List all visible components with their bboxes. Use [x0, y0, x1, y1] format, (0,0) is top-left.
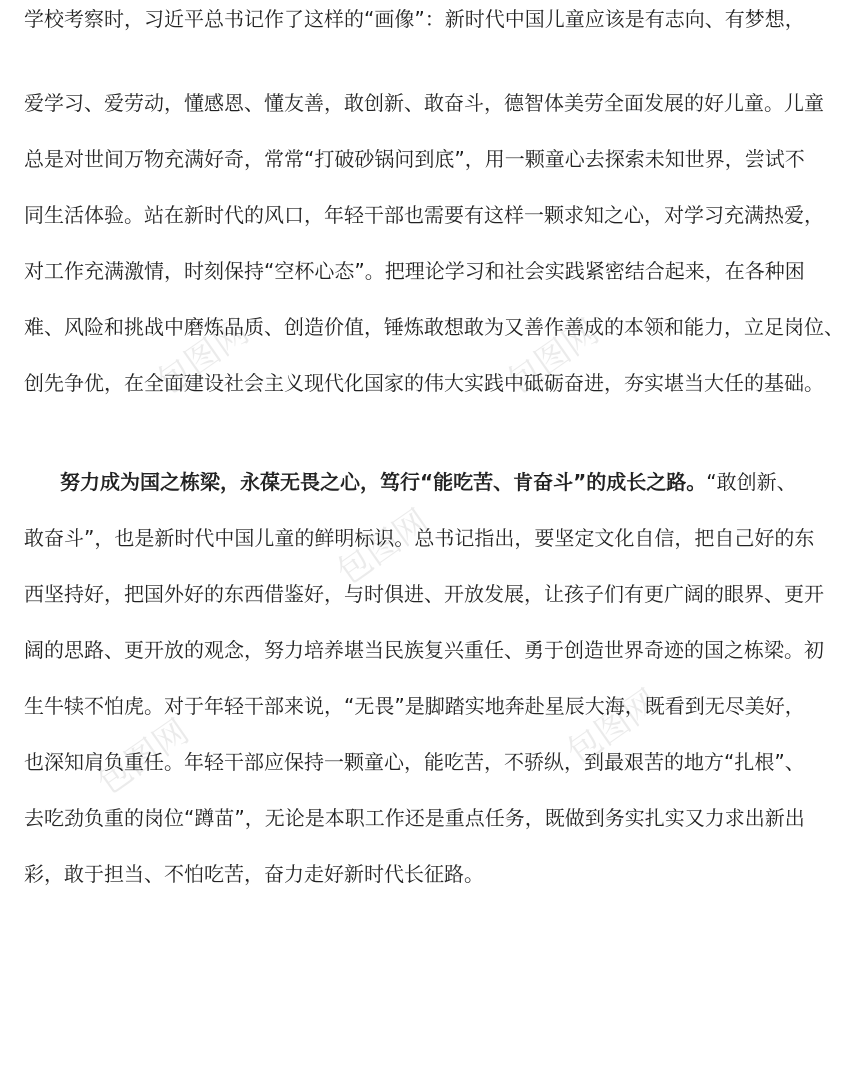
paragraph-first-line — [60, 468, 797, 496]
paragraph-line: 难、风险和挑战中磨炼品质、创造价值，锤炼敢想敢为又善作善成的本领和能力，立足岗位、 — [24, 315, 844, 339]
watermark: 包图网 — [149, 311, 257, 404]
paragraph-line: 同生活体验。站在新时代的风口，年轻干部也需要有这样一颗求知之心，对学习充满热爱， — [24, 203, 824, 227]
paragraph-line: 生牛犊不怕虎。对于年轻干部来说，“无畏”是脚踏实地奔赴星辰大海，既看到无尽美好， — [24, 694, 805, 718]
paragraph-line-tail: “敢创新、 — [706, 470, 797, 494]
watermark: 包图网 — [89, 711, 197, 804]
paragraph-line: 爱学习、爱劳动，懂感恩、懂友善，敢创新、敢奋斗，德智体美劳全面发展的好儿童。儿童 — [24, 91, 824, 115]
paragraph-line: 敢奋斗”，也是新时代中国儿童的鲜明标识。总书记指出，要坚定文化自信，把自己好的东 — [24, 526, 815, 550]
paragraph-line: 彩，敢于担当、不怕吃苦，奋力走好新时代长征路。 — [24, 862, 484, 886]
paragraph-line: 去吃劲负重的岗位“蹲苗”，无论是本职工作还是重点任务，既做到务实扎实又力求出新出 — [24, 806, 805, 830]
paragraph-line: 创先争优，在全面建设社会主义现代化国家的伟大实践中砥砺奋进，夯实堪当大任的基础。 — [24, 371, 824, 395]
watermark: 包图网 — [499, 311, 607, 404]
paragraph-line: 西坚持好，把国外好的东西借鉴好，与时俱进、开放发展，让孩子们有更广阔的眼界、更开 — [24, 582, 824, 606]
paragraph-line: 阔的思路、更开放的观念，努力培养堪当民族复兴重任、勇于创造世界奇迹的国之栋梁。初 — [24, 638, 824, 662]
watermark: 包图网 — [329, 501, 437, 594]
paragraph-line: 学校考察时，习近平总书记作了这样的“画像”：新时代中国儿童应该是有志向、有梦想， — [24, 7, 805, 31]
paragraph-line: 对工作充满激情，时刻保持“空杯心态”。把理论学习和社会实践紧密结合起来，在各种困 — [24, 259, 805, 283]
paragraph-heading: 努力成为国之栋梁，永葆无畏之心，笃行“能吃苦、肯奋斗”的成长之路。 — [60, 470, 707, 494]
paragraph-line: 总是对世间万物充满好奇，常常“打破砂锅问到底”，用一颗童心去探索未知世界，尝试不 — [24, 147, 805, 171]
paragraph-line: 也深知肩负重任。年轻干部应保持一颗童心，能吃苦，不骄纵，到最艰苦的地方“扎根”、 — [24, 750, 805, 774]
watermark: 包图网 — [559, 681, 667, 774]
